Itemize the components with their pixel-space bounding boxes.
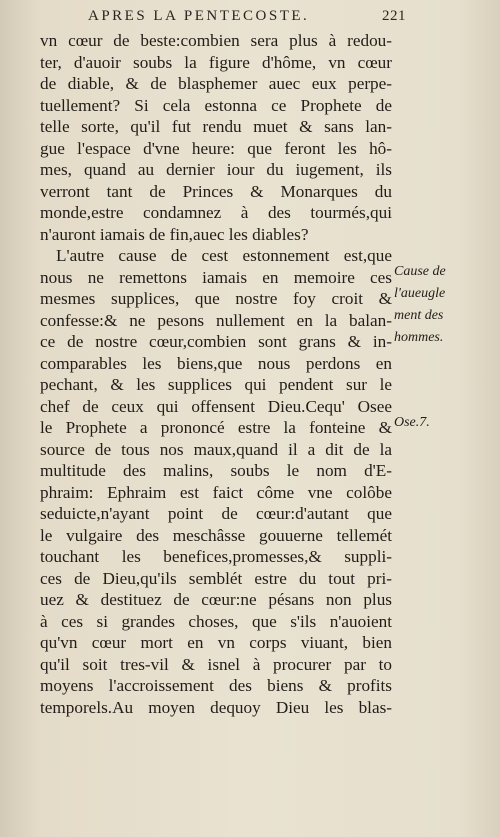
margin-note: l'aueugle xyxy=(394,286,446,301)
text-line: L'autre cause de cest estonnement est,que xyxy=(56,246,392,265)
text-line: tuellement? Si cela estonna ce Prophete de xyxy=(40,95,392,115)
text-line: phraim: Ephraim est faict côme vne colôbe xyxy=(40,482,392,502)
text-line: le vulgaire des meschâsse gouuerne tellemét xyxy=(40,525,392,545)
text-line: comparables les biens,que nous perdons en xyxy=(40,353,392,373)
text-line: n'auront iamais de fin,auec les diables? xyxy=(40,224,309,244)
text-line: ce de nostre cœur,combien sont grans & in- xyxy=(40,332,392,351)
text-line: confesse:& ne pesons nullement en la balan- xyxy=(40,310,392,330)
text-line: moyens l'accroissement des biens & profits xyxy=(40,676,392,695)
text-line: multitude des malins, soubs le nom d'E- xyxy=(40,461,392,480)
text-line: gue l'espace d'vne heure: que feront les hô- xyxy=(40,138,392,158)
text-line: vn cœur de beste:combien sera plus à redou- xyxy=(40,31,392,50)
margin-note: Cause de xyxy=(394,264,446,279)
text-line: pechant, & les supplices qui pendent sur le xyxy=(40,375,392,394)
text-line: mes, quand au dernier iour du iugement, ils xyxy=(40,160,392,179)
text-line: nous ne remettons iamais en memoire ces xyxy=(40,267,392,287)
running-title: APRES LA PENTECOSTE. xyxy=(88,8,310,24)
body-text xyxy=(40,30,392,718)
margin-note: hommes. xyxy=(394,330,444,345)
text-line: ter, d'auoir soubs la figure d'hôme, vn cœur xyxy=(40,52,392,72)
text-line: mesmes supplices, que nostre foy croit & xyxy=(40,289,392,308)
text-line: qu'il soit tres-vil & isnel à procurer par to xyxy=(40,654,392,674)
page-number: 221 xyxy=(382,8,406,24)
margin-note: Ose.7. xyxy=(394,415,430,430)
text-line: telle sorte, qu'il fut rendu muet & sans lan- xyxy=(40,117,392,136)
margin-note: ment des xyxy=(394,308,444,323)
text-line: uez & destituez de cœur:ne pésans non plus xyxy=(40,590,392,609)
text-line: le Prophete a prononcé estre la fonteine & xyxy=(40,418,392,437)
running-header xyxy=(88,8,406,25)
text-line: source de tous nos maux,quand il a dit de la xyxy=(40,439,392,459)
text-line: de diable, & de blasphemer auec eux perpe- xyxy=(40,74,392,93)
text-line: qu'vn cœur mort en vn corps viuant, bien xyxy=(40,633,392,652)
text-line: verront tant de Princes & Monarques du xyxy=(40,181,392,201)
text-line: temporels.Au moyen dequoy Dieu les blas- xyxy=(40,697,392,717)
text-line: à ces si grandes choses, que s'ils n'auoient xyxy=(40,611,392,631)
text-line: touchant les benefices,promesses,& suppli- xyxy=(40,547,392,566)
text-line: monde,estre condamnez à des tourmés,qui xyxy=(40,203,392,222)
text-line: ces de Dieu,qu'ils semblét estre du tout pri- xyxy=(40,568,392,588)
text-line: seduicte,n'ayant point de cœur:d'autant que xyxy=(40,504,392,523)
text-line: chef de ceux qui offensent Dieu.Cequ' Osee xyxy=(40,396,392,416)
